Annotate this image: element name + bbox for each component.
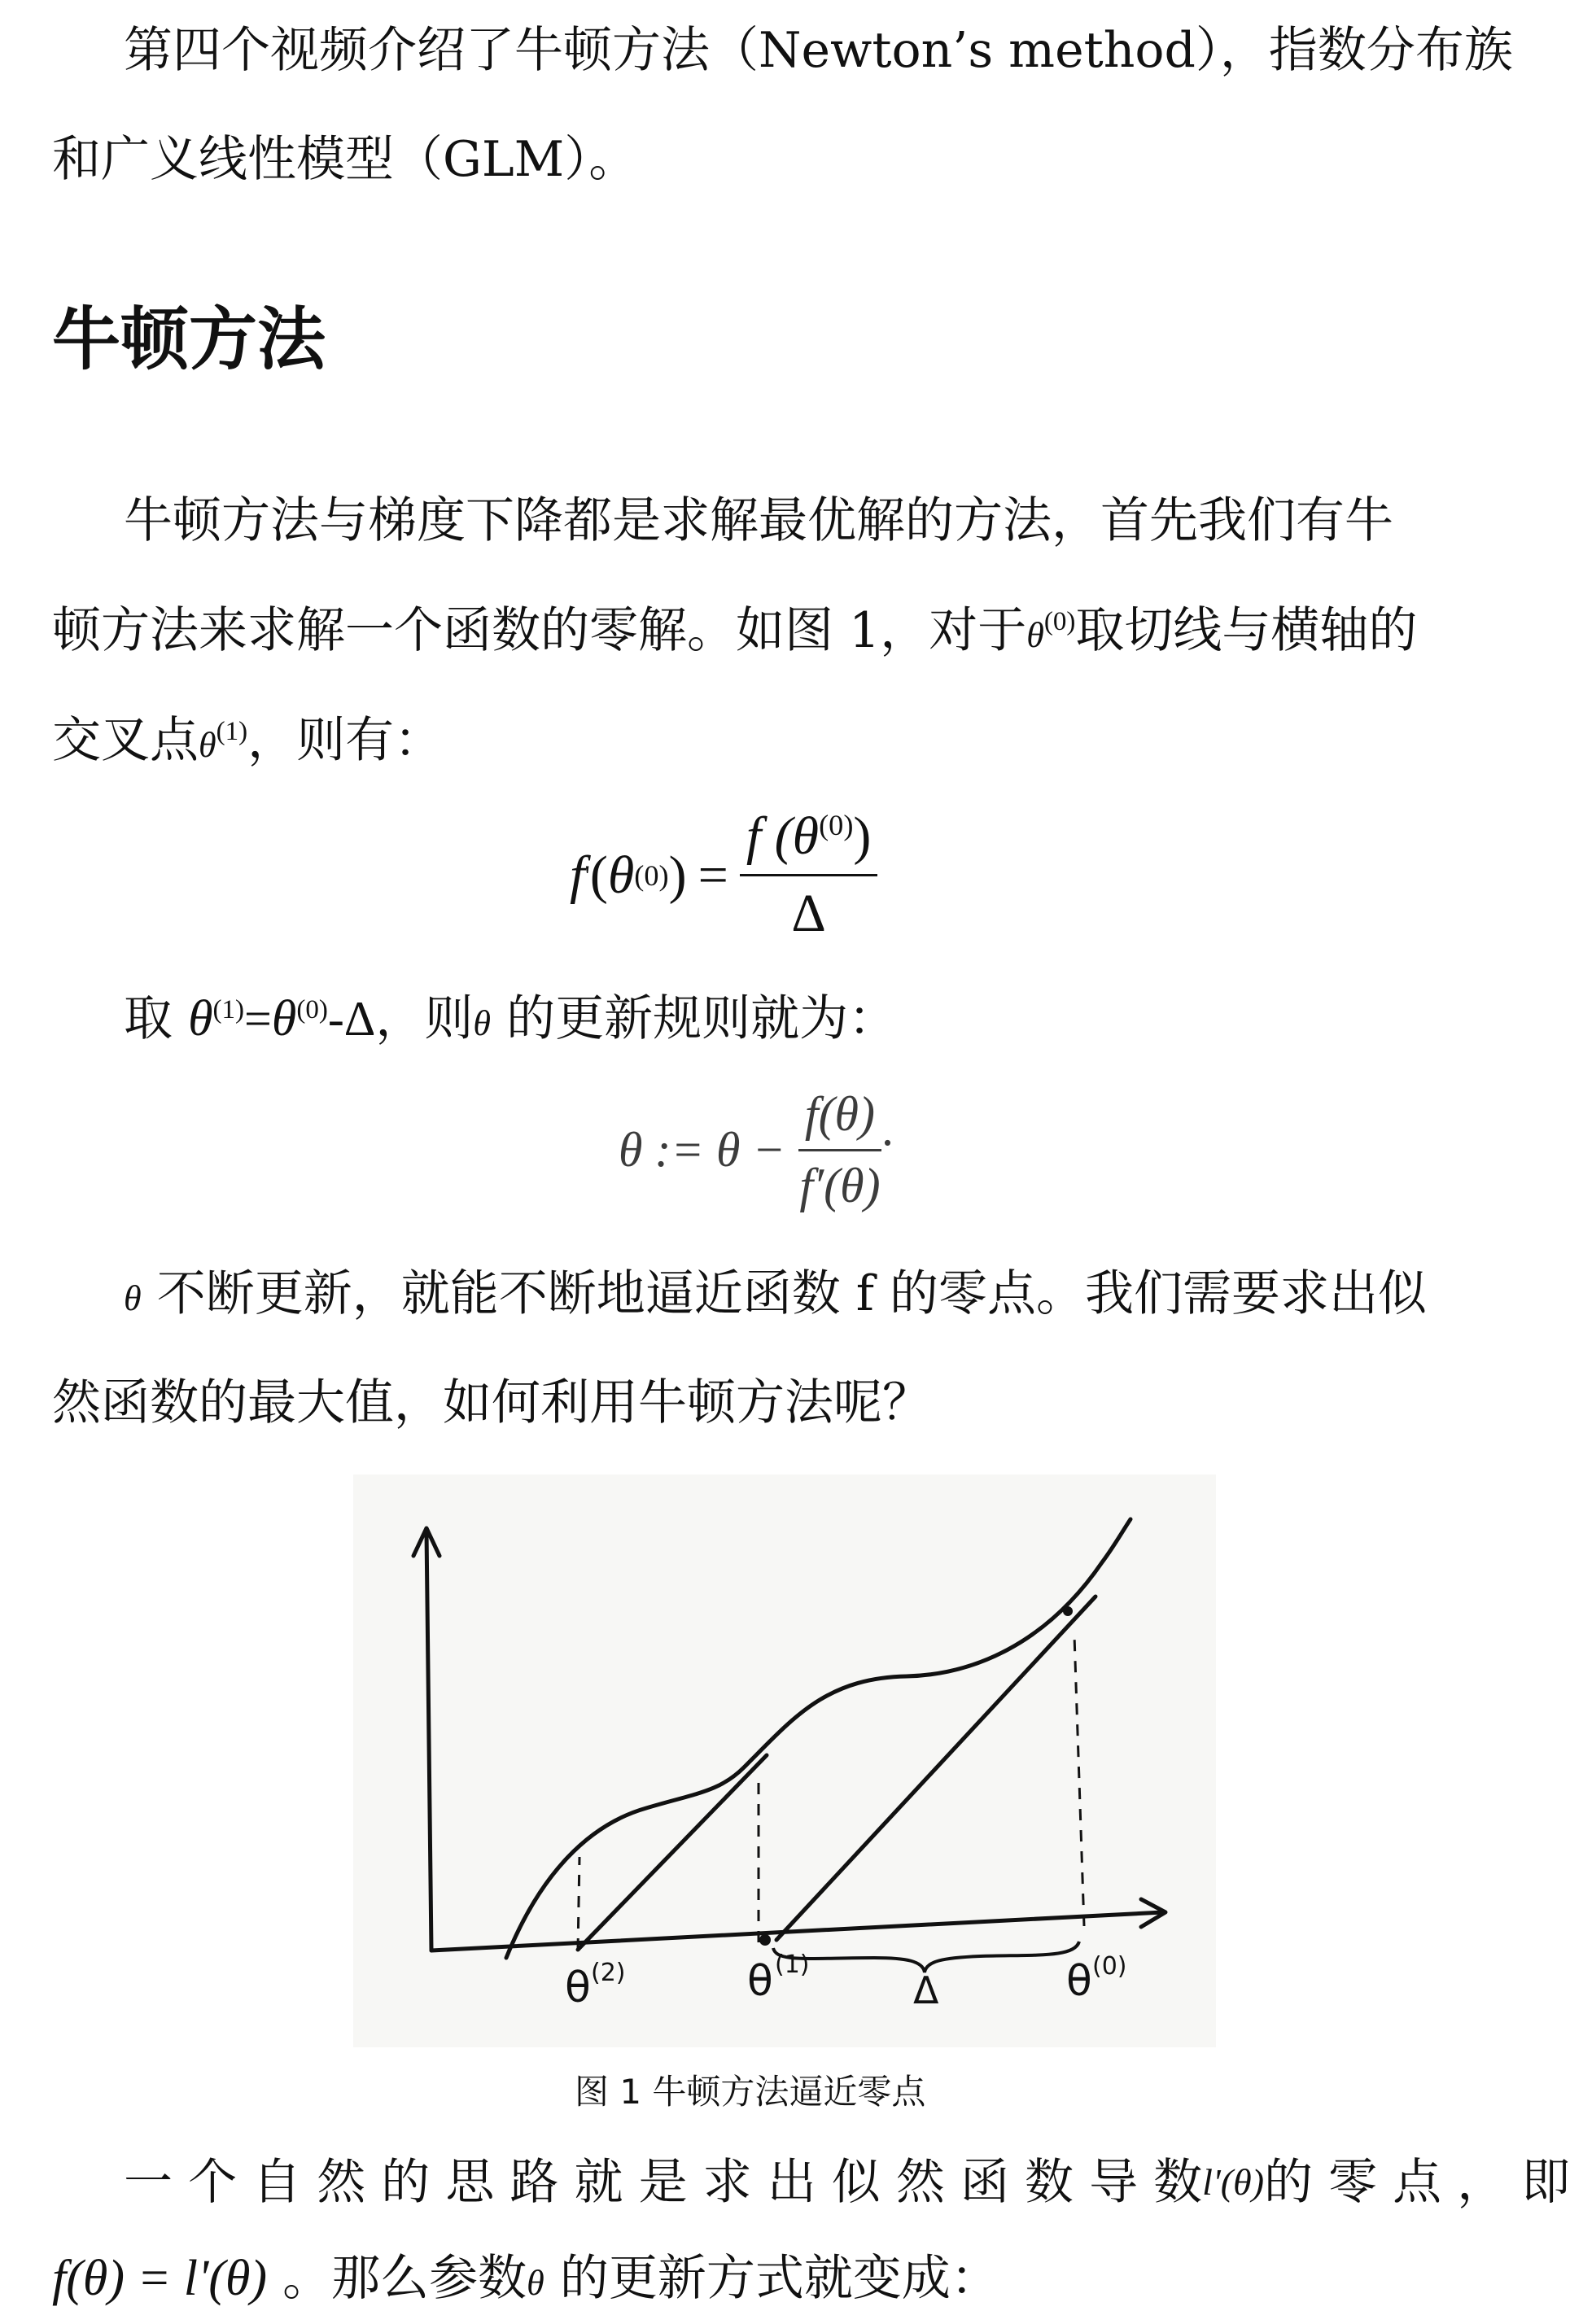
para2-middle: ，则 — [375, 990, 474, 1047]
para4-line2-text-b: 。那么参数 — [267, 2250, 527, 2307]
eq1-numerator — [740, 806, 878, 876]
para4-line1-text-a: 一 个 自 然 的 思 路 就 是 求 出 似 然 函 数 导 数 — [124, 2154, 1203, 2211]
para1-line3-text-a: 交叉点 — [52, 712, 199, 769]
dashed-vertical-theta0 — [1074, 1636, 1084, 1926]
eq2-period: . — [881, 1102, 894, 1155]
para1-line2-text-a: 顿方法来求解一个函数的零解。如图 1，对于 — [52, 602, 1027, 659]
theta-symbol: θ — [1026, 615, 1044, 655]
tangent-line-1 — [578, 1755, 767, 1950]
eq1-theta: θ — [607, 845, 635, 905]
newton-method-figure — [353, 1474, 1216, 2047]
para4-line-2 — [52, 2250, 999, 2308]
theta-symbol: θ — [188, 991, 213, 1046]
equals-sign: = — [244, 992, 272, 1046]
intro-line-2: 和广义线性模型（GLM）。 — [52, 131, 638, 188]
label-theta1-sup: (1) — [775, 1950, 810, 1979]
eq1-fraction — [740, 806, 878, 945]
para1-line3-text-b: ，则有： — [247, 712, 444, 769]
eq1-num-sup: (0) — [819, 809, 854, 841]
label-delta: Δ — [913, 1968, 939, 2012]
superscript-0: (0) — [296, 995, 328, 1024]
label-theta2: θ — [565, 1964, 591, 2012]
eq1-denominator: Δ — [791, 884, 826, 943]
para3-line1-text: 不断更新，就能不断地逼近函数 f 的零点。我们需要求出似 — [141, 1265, 1428, 1322]
eq1-f: f — [570, 845, 585, 905]
label-theta1: θ — [747, 1957, 773, 2006]
dashed-vertical-theta2 — [578, 1857, 579, 1950]
superscript-0: (0) — [1043, 607, 1076, 636]
para1-line-1: 牛顿方法与梯度下降都是求解最优解的方法，首先我们有牛 — [124, 492, 1393, 549]
para4-line-1 — [124, 2154, 1570, 2211]
superscript-1: (1) — [212, 995, 245, 1024]
intro-line-1: 第四个视频介绍了牛顿方法（Newton’s method），指数分布族 — [124, 22, 1513, 79]
figure-sketch — [353, 1474, 1216, 2047]
tangent-line-2 — [776, 1597, 1096, 1940]
superscript-1: (1) — [216, 717, 248, 746]
theta-symbol: θ — [271, 991, 297, 1046]
para2-prefix: 取 — [124, 990, 173, 1047]
para1-line2-text-b: 取切线与横轴的 — [1075, 602, 1418, 659]
para3-line-1 — [124, 1265, 1428, 1323]
theta-symbol: θ — [473, 1003, 492, 1043]
eq1-num-text: f (θ — [746, 806, 820, 866]
theta-symbol: θ — [527, 2263, 544, 2303]
y-axis — [426, 1531, 431, 1950]
eq1-equals: = — [698, 845, 728, 905]
eq2-fraction — [798, 1086, 881, 1214]
theta-symbol: θ — [199, 725, 216, 765]
equation-newton-update — [619, 1086, 894, 1214]
para2 — [124, 990, 898, 1048]
eq1-paren-close: ) — [668, 845, 687, 905]
eq2-lhs: θ := θ − — [619, 1123, 785, 1177]
figure-caption: 图 1 牛顿方法逼近零点 — [575, 2072, 926, 2112]
section-title: 牛顿方法 — [52, 299, 326, 379]
eq2-denominator: f′(θ) — [799, 1159, 881, 1212]
point-theta0-on-curve — [1063, 1606, 1073, 1616]
point-theta1 — [759, 1934, 771, 1946]
equation-derivative: f ' ( θ (0) ) = $\frac{f (\theta^{(0)})}{\Delta}$ — [570, 806, 877, 945]
eq1-paren-open: ( — [589, 845, 608, 905]
para4-line2-text-c: 的更新方式就变成： — [544, 2250, 999, 2307]
eq1-num-close: ) — [853, 806, 872, 866]
para1-line-2 — [52, 602, 1418, 660]
label-theta0: θ — [1066, 1957, 1092, 2006]
label-theta0-sup: (0) — [1092, 1952, 1127, 1981]
minus-delta: -Δ — [327, 992, 376, 1046]
eq2-numerator: f(θ) — [798, 1086, 881, 1151]
para2-suffix: 的更新规则就为： — [491, 990, 898, 1047]
para4-line1-text-c: 的 零 点 ， 即 — [1264, 2154, 1570, 2211]
para4-derivative: l'(θ) — [1202, 2161, 1265, 2203]
para3-line-2: 然函数的最大值，如何利用牛顿方法呢？ — [52, 1374, 931, 1431]
para1-line-3 — [52, 712, 444, 770]
theta-symbol: θ — [124, 1278, 142, 1318]
para4-equation: f(θ) = l'(θ) — [52, 2251, 268, 2306]
label-theta2-sup: (2) — [591, 1959, 626, 1987]
